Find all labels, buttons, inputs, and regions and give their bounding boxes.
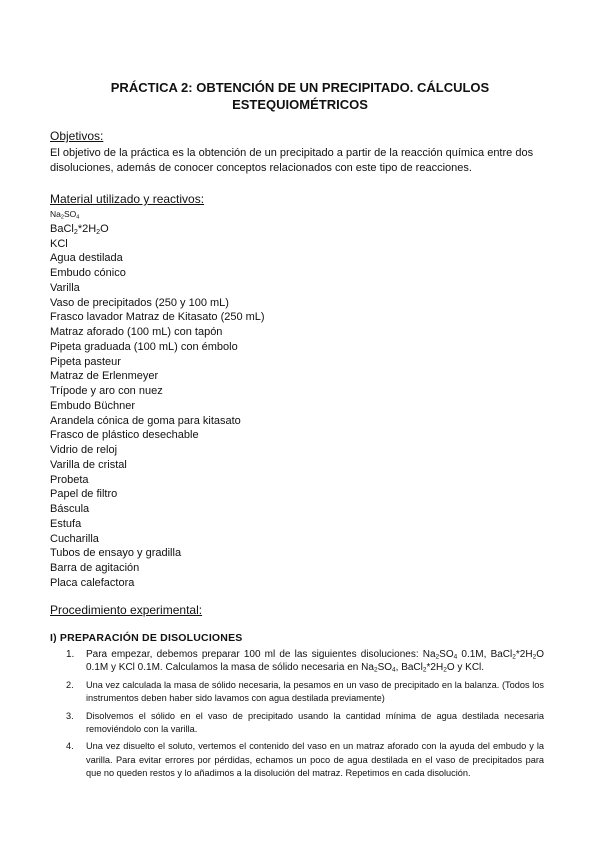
list-item: Vidrio de reloj xyxy=(50,444,118,456)
list-item: Barra de agitación xyxy=(50,562,140,574)
list-item: Embudo cónico xyxy=(50,267,126,279)
list-item: Embudo Büchner xyxy=(50,399,135,412)
list-item: Matraz de Erlenmeyer xyxy=(50,370,159,383)
procedure-step-2: 2. Una vez calculada la masa de sólido necesaria, la pesamos en un vaso de precipitado en la balanza. (Todos los instrumentos deben haber sido lavamos con agua destilada previamente) xyxy=(66,679,544,704)
list-item: Placa calefactora xyxy=(50,576,135,589)
materials-heading: Material utilizado y reactivos: xyxy=(50,192,205,206)
title-line-1: PRÁCTICA 2: OBTENCIÓN DE UN PRECIPITADO. CÁLCULOS xyxy=(110,80,490,95)
procedure-steps xyxy=(66,648,544,785)
procedure-step-4: 4. Una vez disuelto el soluto, vertemos el contenido del vaso en un matraz aforado con la ayuda del embudo y la varilla. Para evitar errores por pérdidas, echamos un poco de agua destilada en el vaso de precipitados para que no queden restos y lo añadimos a la disolución del matraz. Repetimos en cada disolución. xyxy=(66,741,544,779)
list-item: Pipeta graduada (100 mL) con émbolo xyxy=(50,340,238,353)
objectives-text: El objetivo de la práctica es la obtención de un precipitado a partir de la reacción química entre dos disoluciones, además de conocer conceptos relacionados con este tipo de reacciones. xyxy=(50,147,534,174)
procedure-step-3: 3. Disolvemos el sólido en el vaso de precipitado usando la cantidad mínima de agua destilada necesaria removiéndolo con la varilla. xyxy=(66,710,544,735)
list-item: Vaso de precipitados (250 y 100 mL) xyxy=(50,296,229,309)
list-item: Frasco lavador Matraz de Kitasato (250 mL) xyxy=(50,311,265,324)
list-item: Agua destilada xyxy=(50,252,123,265)
materials-list xyxy=(50,207,265,591)
list-item: Trípode y aro con nuez xyxy=(50,385,163,397)
list-item: Báscula xyxy=(50,503,90,515)
list-item: Arandela cónica de goma para kitasato xyxy=(50,414,241,427)
procedure-step-1: 1. Para empezar, debemos preparar 100 ml de las siguientes disoluciones: $Na_2SO_4$ 0.1M, $BaCl_2*2H_2O$ 0.1M y KCl 0.1M. Calculamos la masa de sólido necesaria en $Na_2SO_4$, $BaCl_2*2H_2O$ y KCl. xyxy=(66,649,544,675)
section-title: I) PREPARACIÓN DE DISOLUCIONES xyxy=(50,632,243,644)
list-item: Cucharilla xyxy=(50,532,99,545)
procedure-heading: Procedimiento experimental: xyxy=(50,603,203,617)
page-title xyxy=(60,79,540,113)
list-item: KCl xyxy=(50,237,68,250)
list-item: Probeta xyxy=(50,473,89,486)
list-item: Frasco de plástico desechable xyxy=(50,429,199,442)
objectives-heading: Objetivos: xyxy=(50,129,104,143)
title-line-2: ESTEQUIOMÉTRICOS xyxy=(232,97,368,112)
list-item: Tubos de ensayo y gradilla xyxy=(50,547,182,560)
list-item-bacl2: $BaCl_2*2H_2O$ xyxy=(50,222,109,236)
list-item: Papel de filtro xyxy=(50,488,118,501)
list-item-na2so4: $Na_2SO_4$ xyxy=(50,209,80,221)
list-item: Varilla xyxy=(50,281,80,294)
list-item: Varilla de cristal xyxy=(50,458,127,471)
list-item: Matraz aforado (100 mL) con tapón xyxy=(50,326,223,338)
list-item: Pipeta pasteur xyxy=(50,355,121,368)
list-item: Estufa xyxy=(50,517,82,530)
